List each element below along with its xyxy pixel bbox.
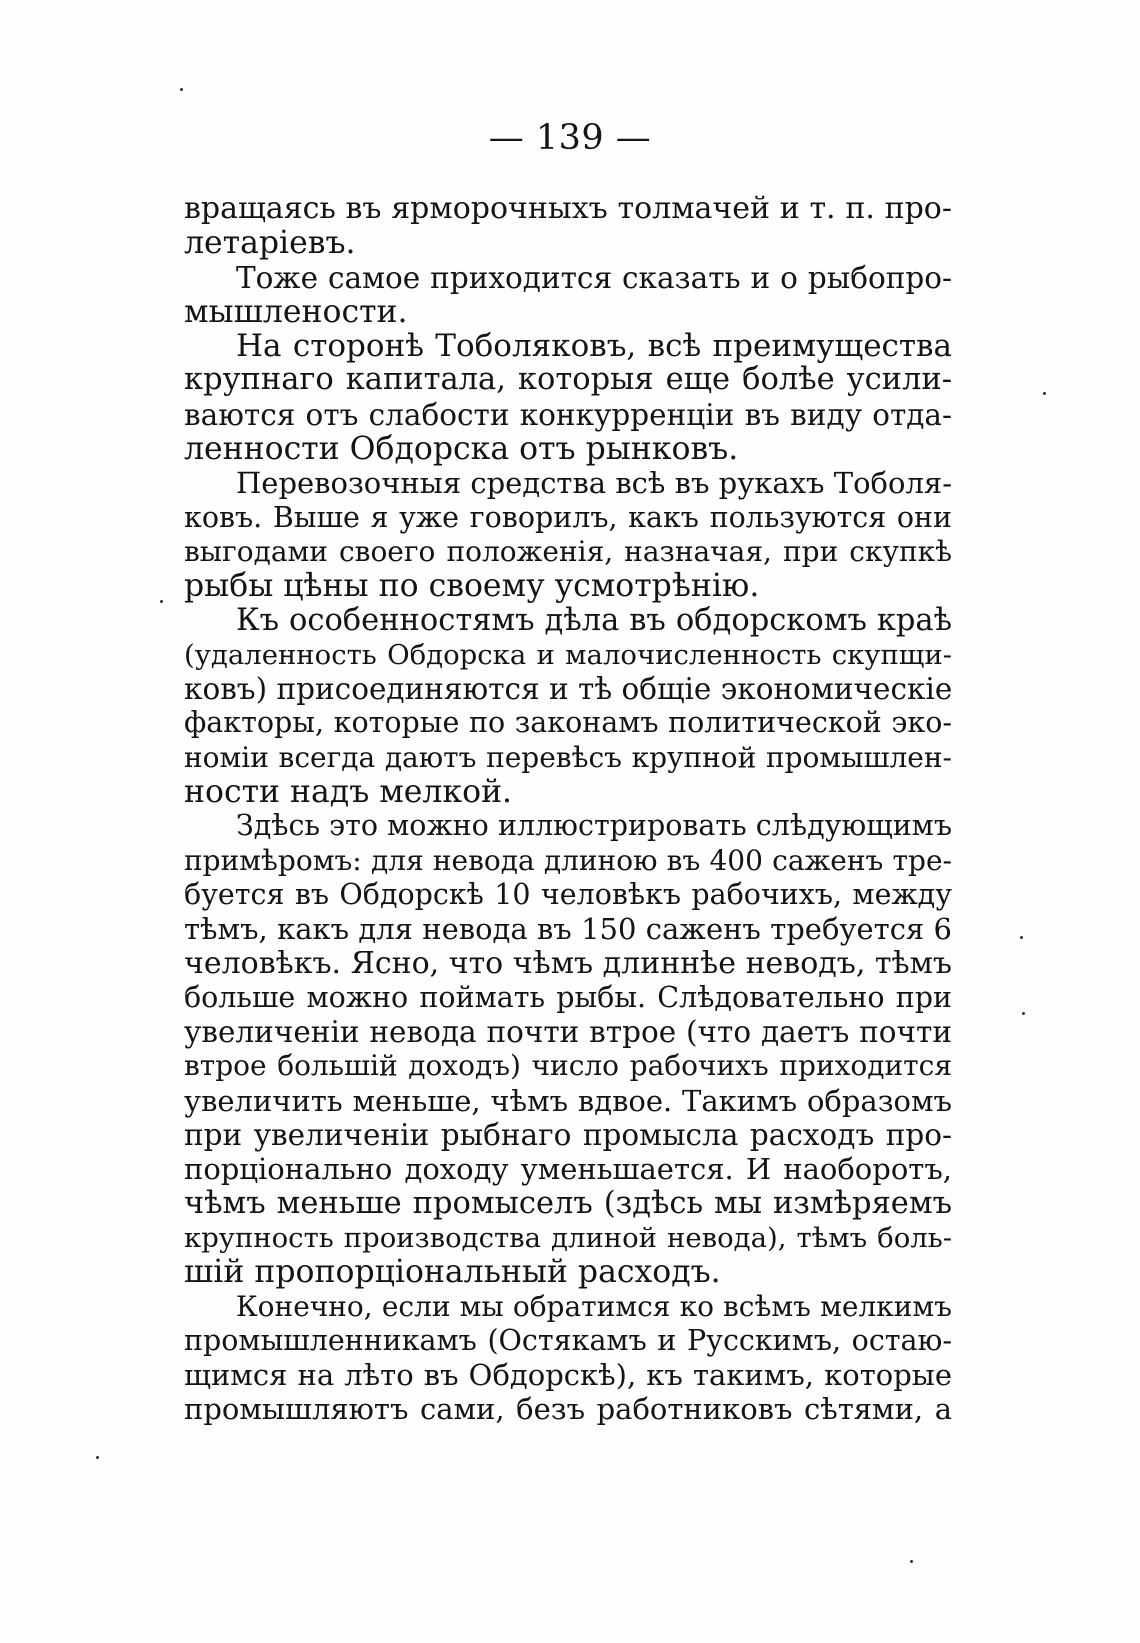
text-line: Тоже самое приходится сказать и о рыбопро- — [236, 260, 952, 295]
text-line: шій пропорціональный расходъ. — [184, 1254, 721, 1291]
text-line: мышлености. — [184, 293, 408, 330]
text-line: ности надъ мелкой. — [184, 774, 513, 811]
text-line: вращаясь въ ярморочныхъ толмачей и т. п. про- — [184, 191, 952, 226]
text-line: Перевозочныя средства всѣ въ рукахъ Тоболя- — [236, 466, 952, 501]
text-line: человѣкъ. Ясно, что чѣмъ длиннѣе неводъ, тѣмъ — [184, 945, 953, 981]
text-line: тѣмъ, какъ для невода въ 150 саженъ требуется 6 — [184, 912, 952, 947]
text-line: чѣмъ меньше промыселъ (здѣсь мы измѣряемъ — [184, 1185, 952, 1221]
text-line: увеличеніи невода почти втрое (что даетъ почти — [184, 1015, 952, 1050]
text-line: при увеличеніи рыбнаго промысла расходъ про- — [184, 1118, 952, 1153]
text-line: На сторонѣ Тоболяковъ, всѣ преимущества — [236, 328, 952, 365]
text-line: примѣромъ: для невода длиною въ 400 саженъ тре- — [184, 843, 952, 877]
scan-speck — [1022, 1012, 1025, 1015]
text-line: номіи всегда даютъ перевѣсъ крупной промышлен- — [184, 740, 952, 774]
scan-speck — [160, 600, 163, 603]
text-line: ковъ. Выше я уже говорилъ, какъ пользуются они — [184, 500, 952, 534]
text-line: (удаленность Обдорска и малочисленность скупщи- — [184, 638, 952, 671]
text-line: втрое большій доходъ) число рабочихъ приходится — [184, 1049, 952, 1083]
text-line: ваются отъ слабости конкурренціи въ виду отда- — [184, 397, 952, 432]
text-line: больше можно поймать рыбы. Слѣдовательно при — [184, 980, 952, 1014]
text-line: летаріевъ. — [184, 225, 356, 262]
text-line: Конечно, если мы обратимся ко всѣмъ мелкимъ — [236, 1289, 952, 1323]
text-line: крупность производства длиной невода), тѣмъ боль- — [184, 1221, 952, 1254]
text-line: порціонально доходу уменьшается. И наоборотъ, — [184, 1152, 952, 1187]
scan-speck — [910, 1560, 913, 1563]
text-line: факторы, которые по законамъ политической эко- — [184, 706, 952, 740]
text-line: щимся на лѣто въ Обдорскѣ), къ такимъ, которые — [184, 1358, 952, 1393]
text-line: ковъ) присоединяются и тѣ общіе экономическіе — [184, 672, 953, 707]
text-line: промышляютъ сами, безъ работниковъ сѣтями, а — [184, 1392, 952, 1427]
text-line: промышленникамъ (Остякамъ и Русскимъ, остаю- — [184, 1323, 952, 1357]
scan-speck — [1043, 392, 1046, 395]
scan-speck — [1020, 936, 1023, 939]
scan-speck — [180, 88, 183, 91]
text-line: буется въ Обдорскѣ 10 человѣкъ рабочихъ, между — [184, 877, 952, 911]
text-line: рыбы цѣны по своему усмотрѣнію. — [184, 568, 760, 605]
text-line: увеличить меньше, чѣмъ вдвое. Такимъ образомъ — [184, 1083, 952, 1118]
body-text — [184, 192, 952, 1427]
text-line: Здѣсь это можно иллюстрировать слѣдующимъ — [236, 809, 952, 843]
page-number: — 139 — — [488, 118, 652, 158]
text-line: Къ особенностямъ дѣла въ обдорскомъ краѣ — [236, 602, 952, 638]
text-line: выгодами своего положенія, назначая, при скупкѣ — [184, 534, 952, 568]
scan-speck — [96, 1456, 99, 1459]
text-line: ленности Обдорска отъ рынковъ. — [184, 431, 739, 468]
text-line: крупнаго капитала, которыя еще болѣе усили- — [184, 362, 952, 398]
